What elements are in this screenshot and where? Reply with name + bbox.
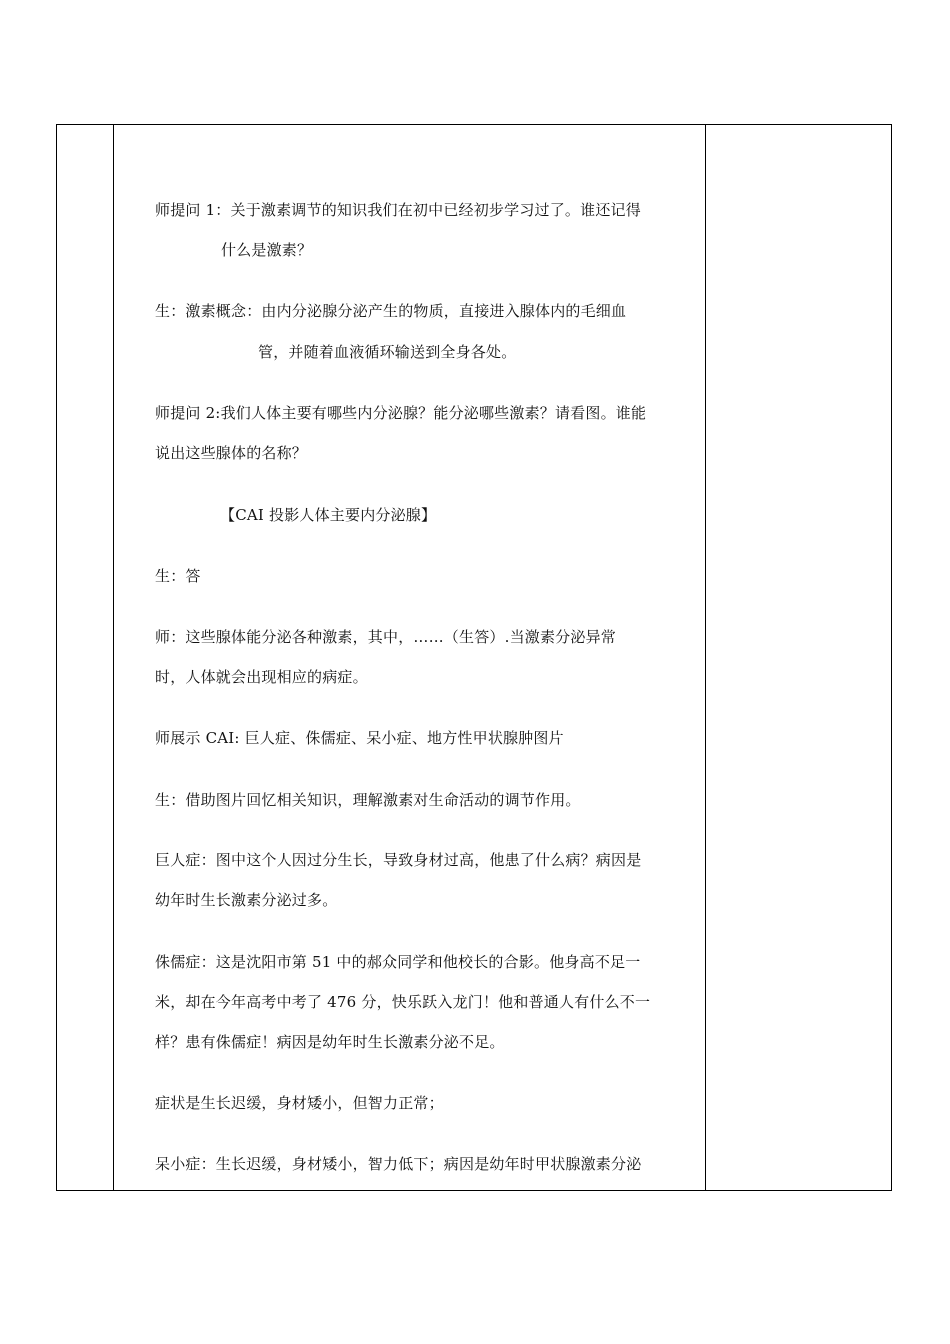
text-line: 什么是激素？ [221, 241, 313, 259]
text-line: 时，人体就会出现相应的病症。 [155, 668, 368, 686]
lesson-content-cell [155, 124, 700, 1191]
column-divider-1 [113, 125, 114, 1190]
text-line: 生：激素概念：由内分泌腺分泌产生的物质，直接进入腺体内的毛细血 [155, 302, 627, 320]
text-line: 师展示 CAI: 巨人症、侏儒症、呆小症、地方性甲状腺肿图片 [155, 729, 564, 747]
text-line: 米，却在今年高考中考了 476 分，快乐跃入龙门！他和普通人有什么不一 [155, 993, 651, 1011]
text-line: 师：这些腺体能分泌各种激素，其中，……（生答）.当激素分泌异常 [155, 628, 616, 646]
text-line: 样？患有侏儒症！病因是幼年时生长激素分泌不足。 [155, 1033, 505, 1051]
text-line: 呆小症：生长迟缓，身材矮小，智力低下；病因是幼年时甲状腺激素分泌 [155, 1155, 642, 1173]
text-line: 巨人症：图中这个人因过分生长，导致身材过高，他患了什么病？病因是 [155, 851, 642, 869]
text-line: 说出这些腺体的名称？ [155, 444, 308, 462]
text-line: 幼年时生长激素分泌过多。 [155, 891, 338, 909]
text-line: 症状是生长迟缓，身材矮小，但智力正常； [155, 1094, 444, 1112]
column-divider-2 [705, 125, 706, 1190]
text-line: 师提问 2:我们人体主要有哪些内分泌腺？能分泌哪些激素？请看图。谁能 [155, 404, 647, 422]
text-line: 师提问 1：关于激素调节的知识我们在初中已经初步学习过了。谁还记得 [155, 201, 641, 219]
text-line: 管，并随着血液循环输送到全身各处。 [258, 343, 517, 361]
text-line: 生：答 [155, 567, 201, 585]
text-line: 【CAI 投影人体主要内分泌腺】 [220, 506, 437, 524]
text-line: 侏儒症：这是沈阳市第 51 中的郝众同学和他校长的合影。他身高不足一 [155, 953, 641, 971]
text-line: 生：借助图片回忆相关知识，理解激素对生命活动的调节作用。 [155, 791, 581, 809]
